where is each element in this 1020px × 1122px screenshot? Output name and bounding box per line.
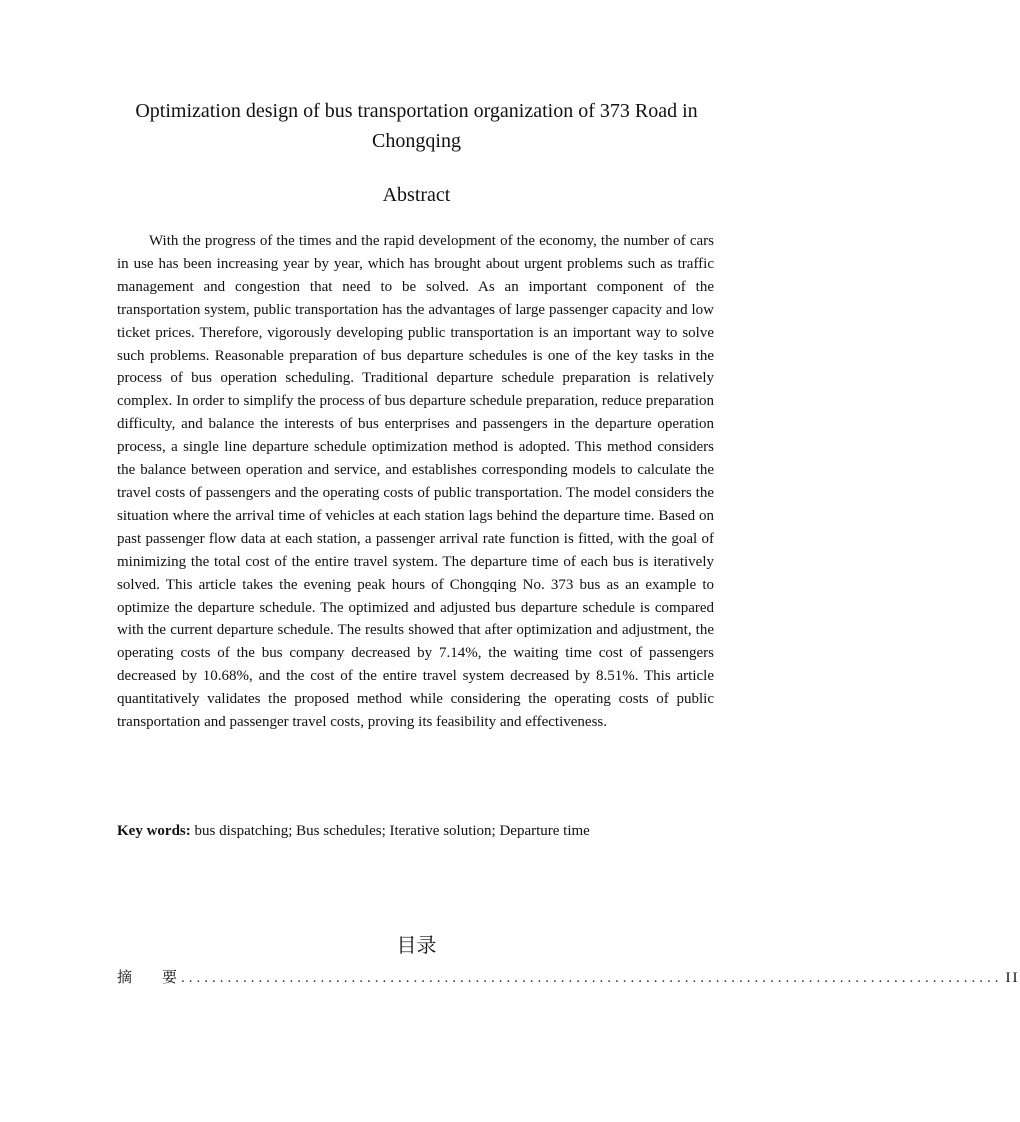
document-title: Optimization design of bus transportation organization of 373 Road in Chongqing xyxy=(135,100,698,152)
toc-heading: 目录 xyxy=(396,933,437,957)
keywords-text: bus dispatching; Bus schedules; Iterative solution; Departure time xyxy=(194,823,590,839)
toc-entry-abstract[interactable] xyxy=(117,965,1020,989)
keywords-label: Key words: xyxy=(117,823,191,839)
toc-entry-label: 摘要 xyxy=(117,968,208,986)
abstract-heading: Abstract xyxy=(382,184,451,206)
abstract-body: With the progress of the times and the rapid development of the economy, the number of cars in use has been increasing year by year, which has brought about urgent problems such as traffic management and congestion that need to be solved. As an important component of the transportation system, public transportation has the advantages of large passenger capacity and low ticket prices. Therefore, vigorously developing public transportation is an important way to solve such problems. Reasonable preparation of bus departure schedules is one of the key tasks in the process of bus operation scheduling. Traditional departure schedule preparation is relatively complex. In order to simplify the process of bus departure schedule preparation, reduce preparation difficulty, and balance the interests of bus enterprises and passengers in the departure operation process, a single line departure schedule optimization method is adopted. This method considers the balance between operation and service, and establishes corresponding models to calculate the travel costs of passengers and the operating costs of public transportation. The model considers the situation where the arrival time of vehicles at each station lags behind the departure time. Based on past passenger flow data at each station, a passenger arrival rate function is fitted, with the goal of minimizing the total cost of the entire travel system. The departure time of each bus is iteratively solved. This article takes the evening peak hours of Chongqing No. 373 bus as an example to optimize the departure schedule. The optimized and adjusted bus departure schedule is compared with the current departure schedule. The results showed that after optimization and adjustment, the operating costs of the bus company decreased by 7.14%, the waiting time cost of passengers decreased by 10.68%, and the cost of the entire travel system decreased by 8.51%. This article quantitatively validates the proposed method while considering the operating costs of public transportation and passenger travel costs, proving its feasibility and effectiveness. xyxy=(117,233,714,731)
toc-entry-page: II xyxy=(1005,970,1020,986)
toc-entry-leader: .......................................................................................................... xyxy=(181,970,1003,986)
keywords-line xyxy=(117,820,717,842)
